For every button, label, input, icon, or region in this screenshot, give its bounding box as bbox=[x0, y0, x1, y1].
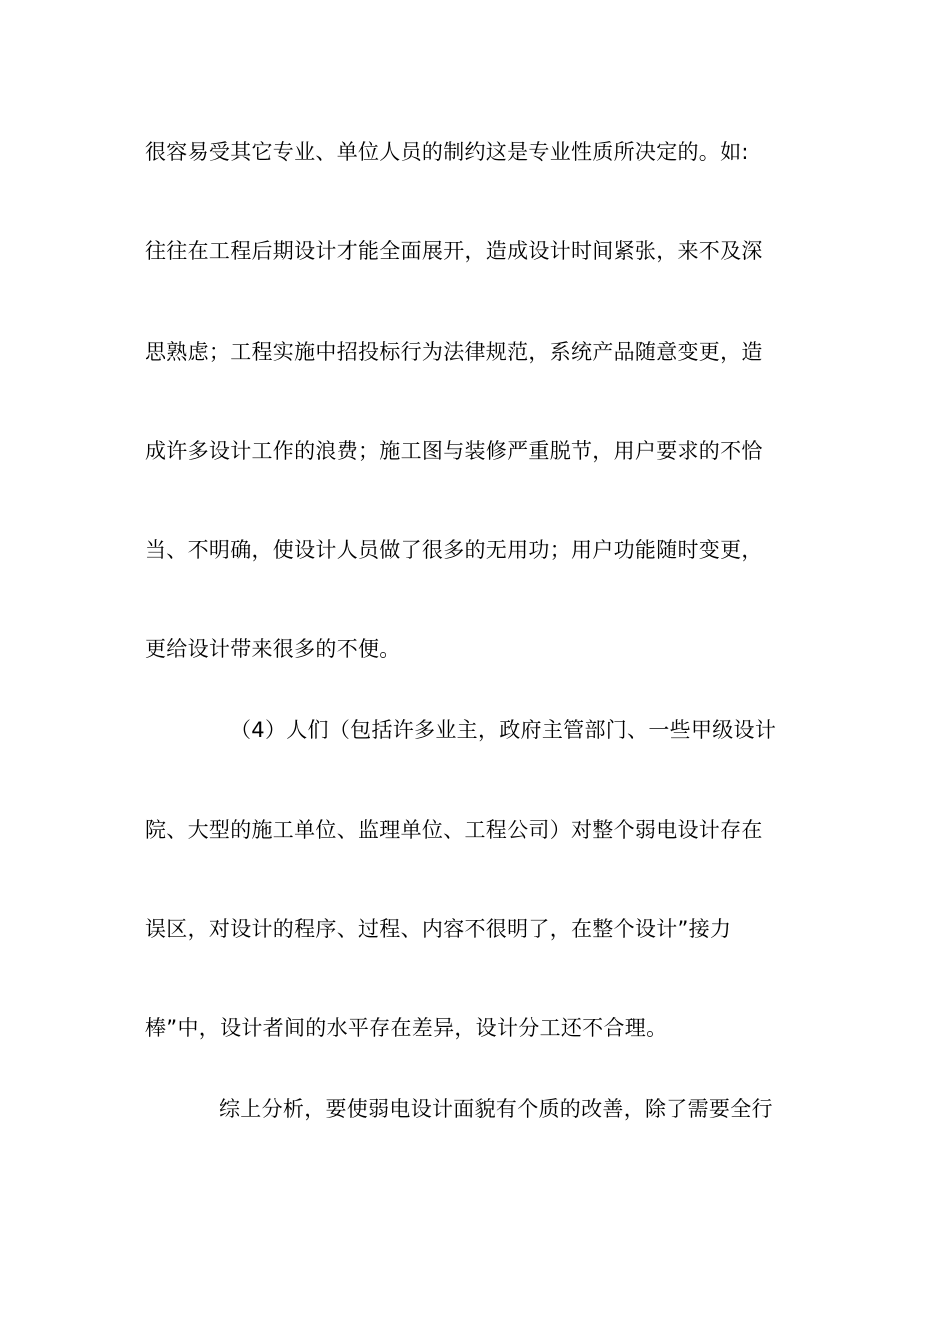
paragraph-2-line-4: 棒”中，设计者间的水平存在差异，设计分工还不合理。 bbox=[145, 1016, 668, 1040]
paragraph-2-line-3: 误区，对设计的程序、过程、内容不很明了，在整个设计”接力 bbox=[145, 917, 732, 941]
paragraph-1-line-2: 往往在工程后期设计才能全面展开，造成设计时间紧张，来不及深 bbox=[145, 239, 763, 263]
paragraph-1-line-4: 成许多设计工作的浪费；施工图与装修严重脱节，用户要求的不恰 bbox=[145, 439, 763, 463]
paragraph-2-line-2: 院、大型的施工单位、监理单位、工程公司）对整个弱电设计存在 bbox=[145, 818, 763, 842]
paragraph-1-line-1: 很容易受其它专业、单位人员的制约这是专业性质所决定的。如: bbox=[145, 140, 749, 164]
paragraph-1-line-5: 当、不明确，使设计人员做了很多的无用功；用户功能随时变更， bbox=[145, 538, 763, 562]
paragraph-1-line-6: 更给设计带来很多的不便。 bbox=[145, 637, 401, 661]
paragraph-2-line-1: （4）人们（包括许多业主，政府主管部门、一些甲级设计 bbox=[230, 718, 777, 742]
paragraph-3-line-1: 综上分析，要使弱电设计面貌有个质的改善，除了需要全行 bbox=[219, 1097, 773, 1121]
paragraph-1-line-3: 思熟虑；工程实施中招投标行为法律规范，系统产品随意变更，造 bbox=[145, 340, 763, 364]
